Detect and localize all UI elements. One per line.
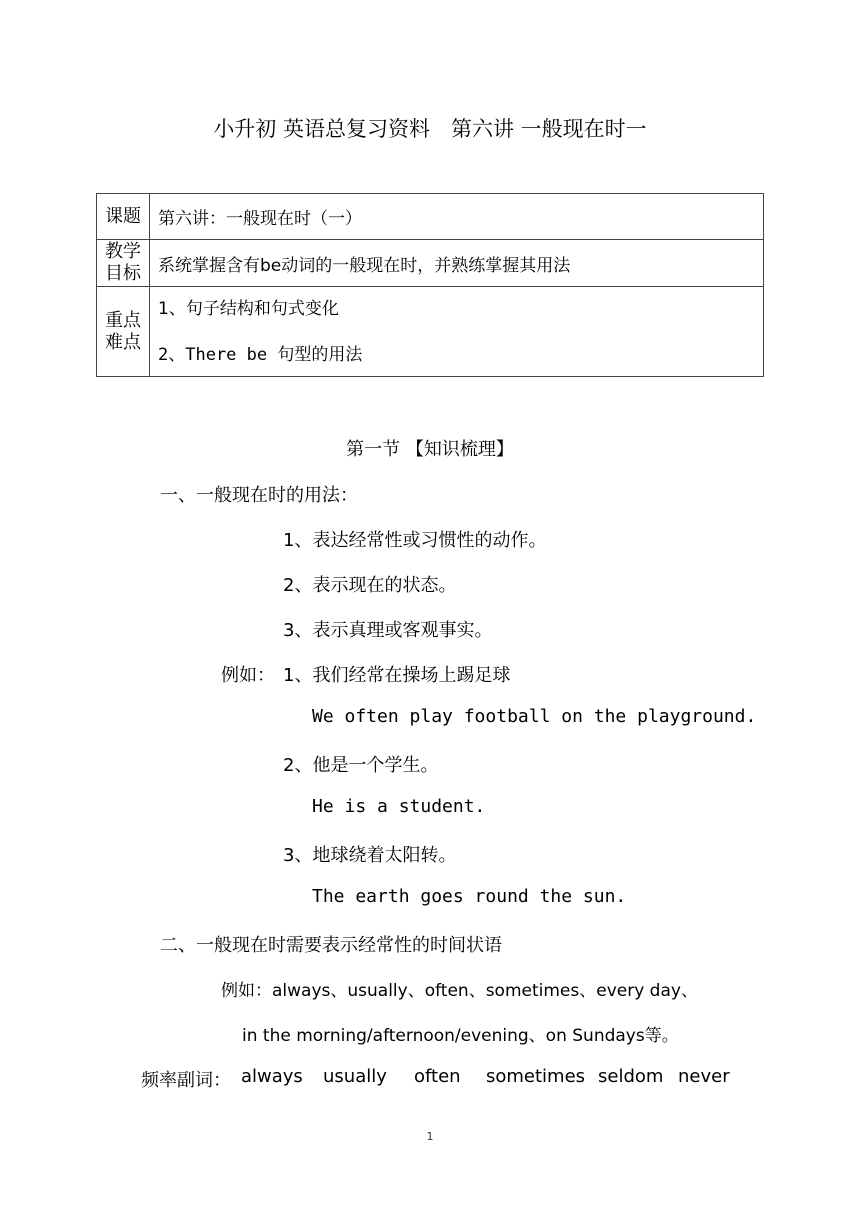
keypoint-item: 1、句子结构和句式变化 xyxy=(158,298,339,319)
lesson-info-table xyxy=(96,193,764,377)
example-chinese: 1、我们经常在操场上踢足球 xyxy=(283,665,511,686)
example-chinese: 2、他是一个学生。 xyxy=(283,755,439,776)
frequency-adverbs xyxy=(141,1066,731,1092)
time-adverbials-line2: in the morning/afternoon/evening、on Sundays等。 xyxy=(242,1026,679,1046)
keypoint-item: 2、There be 句型的用法 xyxy=(158,344,363,365)
example-prefix: 例如： xyxy=(221,665,275,686)
part2-heading: 二、一般现在时需要表示经常性的时间状语 xyxy=(160,935,502,956)
part1-heading: 一、一般现在时的用法： xyxy=(160,485,358,506)
frequency-word: usually xyxy=(323,1066,387,1087)
label-keypoints-line2: 难点 xyxy=(105,331,141,353)
usage-item: 3、表示真理或客观事实。 xyxy=(283,620,493,641)
example-english: The earth goes round the sun. xyxy=(312,886,627,907)
label-topic: 课题 xyxy=(97,194,150,240)
usage-item: 2、表示现在的状态。 xyxy=(283,575,457,596)
label-objective-line2: 目标 xyxy=(105,263,141,284)
frequency-word: often xyxy=(414,1066,461,1087)
usage-item: 1、表达经常性或习惯性的动作。 xyxy=(283,530,547,551)
frequency-word: sometimes xyxy=(486,1066,586,1087)
table-row-objective xyxy=(97,240,764,287)
label-objective xyxy=(97,240,150,287)
label-keypoints xyxy=(97,287,150,377)
frequency-label: 频率副词： xyxy=(141,1070,231,1091)
content-objective: 系统掌握含有be动词的一般现在时，并熟练掌握其用法 xyxy=(150,240,764,287)
frequency-word: always xyxy=(241,1066,303,1087)
example-english: We often play football on the playground. xyxy=(312,706,757,727)
content-topic: 第六讲：一般现在时（一） xyxy=(150,194,764,240)
label-keypoints-line1: 重点 xyxy=(105,309,141,331)
frequency-word: seldom xyxy=(598,1066,664,1087)
page-title: 小升初 英语总复习资料 第六讲 一般现在时一 xyxy=(213,117,647,141)
time-adverbials-line1: 例如：always、usually、often、sometimes、every day、 xyxy=(221,981,698,1001)
example-english: He is a student. xyxy=(312,796,486,817)
page-number: 1 xyxy=(426,1130,434,1143)
frequency-word: never xyxy=(678,1066,730,1087)
example-chinese: 3、地球绕着太阳转。 xyxy=(283,845,457,866)
content-keypoints xyxy=(150,287,764,377)
table-row-keypoints xyxy=(97,287,764,377)
section-heading: 第一节 【知识梳理】 xyxy=(346,439,514,460)
label-objective-line1: 教学 xyxy=(105,241,141,262)
table-row-topic xyxy=(97,194,764,240)
